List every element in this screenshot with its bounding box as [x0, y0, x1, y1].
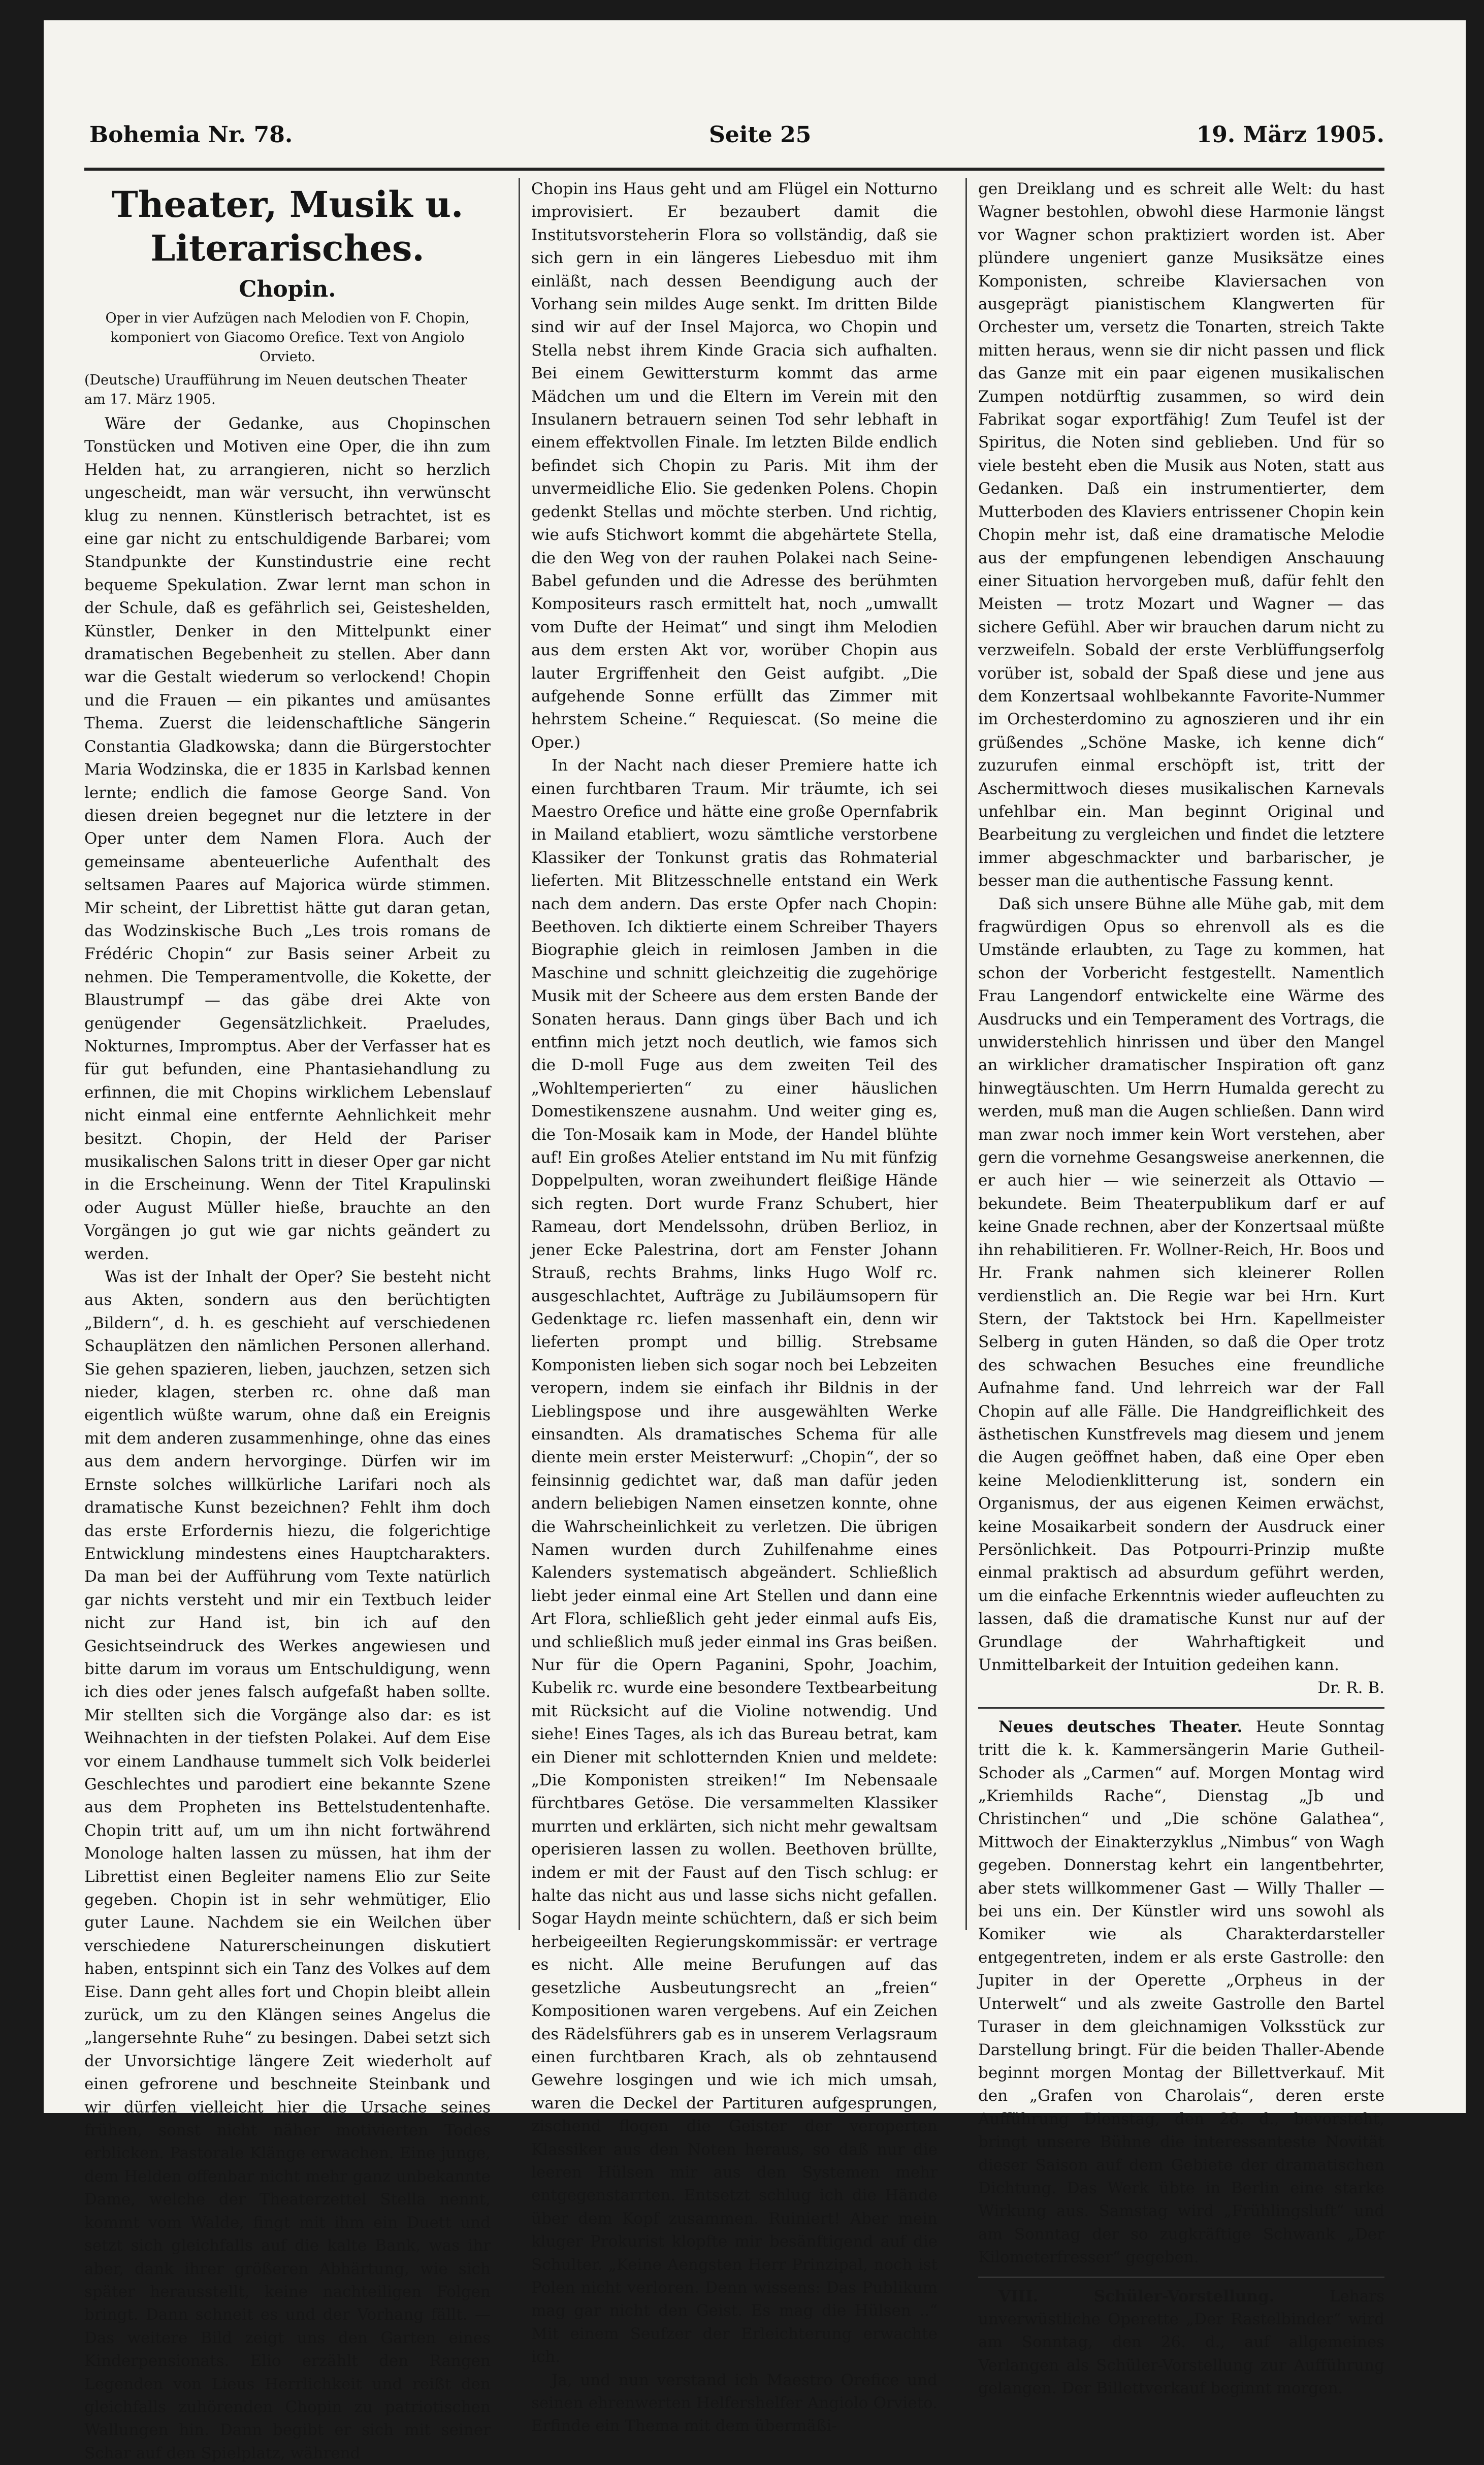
- newspaper-page: [44, 20, 1466, 2462]
- article-paragraph: Chopin ins Haus geht und am Flügel ein Notturno improvisiert. Er bezaubert damit die Institutsvorsteherin Flora so vollständig, daß sie sich gern in ein längeres Liebesduo mit ihm einläßt, nach dessen Beendigung auch der Vorhang sein mildes Auge senkt. Im dritten Bilde sind wir auf der Insel Majorca, wo Chopin und Stella nebst ihrem Kinde Gracia sich aufhalten. Bei einem Gewittersturm kommt das arme Mädchen um und die Eltern im Verein mit den Insulanern betrauern seinen Tod sehr lebhaft in einem effektvollen Finale. Im letzten Bilde endlich befindet sich Chopin zu Paris. Mit ihm der unvermeidliche Elio. Sie gedenken Polens. Chopin gedenkt Stellas und möchte sterben. Und richtig, wie aufs Stichwort kommt die abgehärtete Stella, die den Weg von der rauhen Polakei nach Seine-Babel gefunden und die Adresse des berühmten Kompositeurs rasch ermittelt hat, noch „umwallt vom Dufte der Heimat“ und singt ihm Melodien aus dem ersten Akt vor, worüber Chopin aus lauter Ergriffenheit den Geist aufgibt. „Die aufgehende Sonne erfüllt das Zimmer mit hehrstem Scheine.“ Requiescat. (So meine die Oper.): [531, 180, 938, 752]
- header-publication: Bohemia Nr. 78.: [89, 122, 293, 148]
- notice-school-performance: [978, 2285, 1384, 2400]
- header-rule: [84, 168, 1384, 171]
- column-divider: [519, 178, 520, 1930]
- notice-theater: [978, 1716, 1384, 2269]
- article-credit: Oper in vier Aufzügen nach Melodien von F. Chopin, komponiert von Giacomo Orefice. Text von Angiolo Orvieto.: [105, 310, 470, 365]
- article-paragraph: Ja, und nun verstand ich Maestro Orefice und seinen ehrenwerten Helfershelfer Angiolo Orvieto. Erfinde ein Thema mit dem übermäßi-: [531, 2371, 938, 2436]
- notice-text: Lehars unverwüstliche Operette „Der Rastelbinder“ wird am Sonntag, den 26. d., auf allgemeines Verlangen als Schüler-Vorstellung zur Aufführung gelangen. Der Billettverkauf beginnt morgen.: [978, 2287, 1385, 2398]
- notice-heading: VIII. Schüler-Vorstellung.: [998, 2287, 1275, 2306]
- header-date: 19. März 1905.: [1196, 122, 1384, 148]
- section-divider: [978, 2277, 1384, 2278]
- premiere-note: (Deutsche) Uraufführung im Neuen deutschen Theater am 17. März 1905.: [84, 372, 467, 407]
- article-paragraph: Was ist der Inhalt der Oper? Sie besteht nicht aus Akten, sondern aus den berüchtigten „Bildern“, d. h. es geschieht auf verschiedenen Schauplätzen den nämlichen Personen allerhand. Sie gehen spazieren, lieben, jauchzen, setzen sich nieder, klagen, sterben rc. ohne daß man eigentlich wüßte warum, ohne daß ein Ereignis mit dem anderen zusammenhinge, ohne das eines aus dem andern hervorginge. Dürfen wir im Ernste solches willkürliche Larifari noch als dramatische Kunst bezeichnen? Fehlt ihm doch das erste Erfordernis hiezu, die folgerichtige Entwicklung mindestens eines Hauptcharakters. Da man bei der Aufführung vom Texte natürlich gar nichts versteht und mir ein Textbuch leider nicht zur Hand ist, bin ich auf den Gesichtseindruck des Werkes angewiesen und bitte darum im voraus um Entschuldigung, wenn ich dies oder jenes falsch aufgefaßt haben sollte. Mir stellten sich die Vorgänge also dar: es ist Weihnachten in der tiefsten Polakei. Auf dem Eise vor einem Landhause tummelt sich Volk beiderlei Geschlechtes und parodiert eine bekannte Szene aus dem Propheten ins Bettelstudentenhafte. Chopin tritt auf, um um ihn nicht fortwährend Monologe halten lassen zu müssen, hat ihm der Librettist einen Begleiter namens Elio zur Seite gegeben. Chopin ist in sehr wehmütiger, Elio guter Laune. Nachdem sie ein Weilchen über verschiedene Naturerscheinungen diskutiert haben, entspinnt sich ein Tanz des Volkes auf dem Eise. Dann geht alles fort und Chopin bleibt allein zurück, um zu den Klängen seines Angelus die „langersehnte Ruhe“ zu besingen. Dabei setzt sich der Unvorsichtige längere Zeit wiederholt auf einen gefrorene und beschneite Steinbank und wir dürfen vielleicht hier die Ursache seines frühen, sonst nicht näher motivierten Todes erblicken. Pastorale Klänge erwachen. Eine junge, dem Helden offenbar nicht mehr ganz unbekannte Dame, welche der Theaterzettel Stella nennt, kommt vom Walde, fingt mit ihm ein Duett und setzt sich gleichfalls auf die kalte Bank, was ihr aber, dank ihrer größeren Abhärtung, wie sich später herausstellt, keine nachteiligen Folgen bringt. Dann schneit es und der Vorhang fällt. — Das weitere Bild zeigt uns den Garten eines Kinderpensionats. Elio erzählt den Rangen Legenden von Lieus Herrlichkeit und reißt den gleichfalls zuhörenden Chopin zu patriotischen Wallungen hin. Dann begibt er sich mit seiner Schar auf den Spielplatz, während: [84, 1268, 491, 2462]
- section-title: Theater, Musik u. Literarisches.: [111, 183, 464, 269]
- article-paragraph: Daß sich unsere Bühne alle Mühe gab, mit dem fragwürdigen Opus so ehrenvoll als es die Umstände erlaubten, zu Tage zu kommen, hat schon der Vorbericht festgestellt. Namentlich Frau Langendorf entwickelte eine Wärme des Ausdrucks und ein Temperament des Vortrags, die unwiderstehlich hinrissen und über den Mangel an wirklicher dramatischer Inspiration oft ganz hinwegtäuschten. Um Herrn Humalda gerecht zu werden, muß man die Augen schließen. Dann wird man zwar noch immer kein Wort verstehen, aber gern die vornehme Gesangsweise anerkennen, die er auch hier — wie seinerzeit als Ottavio — bekundete. Beim Theaterpublikum darf er auf keine Gnade rechnen, aber der Konzertsaal müßte ihn rehabilitieren. Fr. Wollner-Reich, Hr. Boos und Hr. Frank nahmen sich kleinerer Rollen verdienstlich an. Die Regie war bei Hrn. Kurt Stern, der Taktstock bei Hrn. Kapellmeister Selberg in guten Händen, so daß die Oper trotz des schwachen Besuches eine freundliche Aufnahme fand. Und lehrreich war der Fall Chopin auf alle Fälle. Die Handgreiflichkeit des ästhetischen Kunstfrevels mag diesem und jenem die Augen geöffnet haben, daß eine Oper eben keine Melodienklitterung ist, sondern ein Organismus, der aus eigenen Keimen erwächst, keine Mosaikarbeit sondern der Ausdruck einer Persönlichkeit. Das Potpourri-Prinzip mußte einmal praktisch ad absurdum geführt werden, um die einfache Erkenntnis wieder aufleuchten zu lassen, daß die dramatische Kunst nur auf der Grundlage der Wahrhaftigkeit und Unmittelbarkeit der Intuition gedeihen kann.: [978, 894, 1384, 1674]
- article-paragraph: Wäre der Gedanke, aus Chopinschen Tonstücken und Motiven eine Oper, die ihn zum Helden hat, zu arrangieren, nicht so herzlich ungescheidt, man wär versucht, ihn verwünscht klug zu nennen. Künstlerisch betrachtet, ist es eine gar nicht zu entschuldigende Barbarei; vom Standpunkte der Kunstindustrie eine recht bequeme Spekulation. Zwar lernt man schon in der Schule, daß es gefährlich sei, Geisteshelden, Künstler, Denker in den Mittelpunkt einer dramatischen Begebenheit zu stellen. Aber dann war die Gestalt wiederum so verlockend! Chopin und die Frauen — ein pikantes und amüsantes Thema. Zuerst die leidenschaftliche Sängerin Constantia Gladkowska; dann die Bürgerstochter Maria Wodzinska, die er 1835 in Karlsbad kennen lernte; endlich die famose George Sand. Von diesen dreien begegnet nur die letztere in der Oper unter dem Namen Flora. Auch der gemeinsame abenteuerliche Aufenthalt des seltsamen Paares auf Majorica würde stimmen. Mir scheint, der Librettist hätte gut daran getan, das Wodzinskische Buch „Les trois romans de Frédéric Chopin“ zur Basis seiner Arbeit zu nehmen. Die Temperamentvolle, die Kokette, der Blaustrumpf — das gäbe drei Akte von genügender Gegensätzlichkeit. Praeludes, Nokturnes, Impromptus. Aber der Verfasser hat es für gut befunden, eine Phantasiehandlung zu erfinnen, die mit Chopins wirklichem Lebenslauf nicht einmal eine entfernte Aehnlichkeit mehr besitzt. Chopin, der Held der Pariser musikalischen Salons tritt in dieser Oper gar nicht in die Erscheinung. Wenn der Titel Krapulinski oder August Müller hieße, brauchte an den Vorgängen jo gut wie gar nichts geändert zu werden.: [84, 414, 491, 1263]
- section-divider: [978, 1707, 1384, 1709]
- article-title: Chopin.: [239, 276, 336, 302]
- notice-heading: Neues deutsches Theater.: [998, 1717, 1243, 1736]
- article-signature: Dr. R. B.: [1317, 1679, 1384, 1698]
- page-header: [89, 122, 1384, 157]
- column-1: [84, 178, 491, 2462]
- column-2: [531, 178, 938, 2436]
- article-paragraph: In der Nacht nach dieser Premiere hatte ich einen furchtbaren Traum. Mir träumte, ich sei Maestro Orefice und hätte eine große Opernfabrik in Mailand etabliert, wozu sämtliche verstorbene Klassiker der Tonkunst gratis das Rohmaterial lieferten. Mit Blitzesschnelle entstand ein Werk nach dem andern. Das erste Opfer nach Chopin: Beethoven. Ich diktierte einem Schreiber Thayers Biographie gleich in reimlosen Jamben in die Maschine und schnitt gleichzeitig die zugehörige Musik mit der Scheere aus dem ersten Bande der Sonaten heraus. Dann gings über Bach und ich entfinn mich jetzt noch deutlich, wie famos sich die D-moll Fuge aus dem zweiten Teil des „Wohltemperierten“ zu einer häuslichen Domestikenszene ausnahm. Und weiter ging es, die Ton-Mosaik kam in Mode, der Handel blühte auf! Ein großes Atelier entstand im Nu mit fünfzig Doppelpulten, woran zweihundert fleißige Hände sich regten. Dort wurde Franz Schubert, hier Rameau, dort Mendelssohn, drüben Berlioz, in jener Ecke Palestrina, dort am Fenster Johann Strauß, rechts Brahms, links Hugo Wolf rc. ausgeschlachtet, Aufträge zu Jubiläumsopern für Gedenktage rc. liefen massenhaft ein, denn wir lieferten prompt und billig. Strebsame Komponisten lieben sich sogar noch bei Lebzeiten veropern, indem sie einfach ihr Bildnis in der Lieblingspose und ihre ausgewählten Werke einsandten. Als dramatisches Schema für alle diente mein erster Meisterwurf: „Chopin“, der so feinsinnig gedichtet war, daß man dafür jeden andern beliebigen Namen einsetzen konnte, ohne die Wahrscheinlichkeit zu verletzen. Die übrigen Namen wurden durch Zuhilfenahme eines Kalenders systematisch abgeändert. Schließlich liebt jeder einmal eine Art Stellen und dann eine Art Flora, schließlich geht jeder einmal aufs Eis, und schließlich muß jeder einmal ins Gras beißen. Nur für die Opern Paganini, Spohr, Joachim, Kubelik rc. wurde eine besondere Textbearbeitung mit Rücksicht auf die Violine notwendig. Und siehe! Eines Tages, als ich das Bureau betrat, kam ein Diener mit schlotternden Knien und meldete: „Die Komponisten streiken!“ Im Nebensaale fürchtbares Getöse. Die versammelten Klassiker murrten und erklärten, sich nicht mehr gewaltsam operisieren lassen zu wollen. Beethoven brüllte, indem er mit der Faust auf den Tisch schlug: er halte das nicht aus und lasse sichs nicht gefallen. Sogar Haydn meinte schüchtern, daß er sich beim herbeigeeilten Regierungskommissär: er vertrage es nicht. Alle meine Berufungen auf das gesetzliche Ausbeutungsrecht an „freien“ Kompositionen waren vergebens. Auf ein Zeichen des Rädelsführers gab es in unserem Verlagsraum einen furchtbaren Krach, als ob zehntausend Gewehre losgingen und wie ich mich umsah, waren die Deckel der Partituren aufgesprungen, zischend flogen die Geister der veroperten Klassiker aus den Noten heraus, so daß nur die leeren Hülsen mir aus den Systemen mehr entgegenstarrten. Entsetzt schlug ich die Hände über dem Kopf zusammen. Ruiniert! Aber mein kluger Prokurist klopfte mir besänftigend auf die Schulter. „Keine Aengsten Herr Prinzipal, noch ist Polen nicht verloren. Denn wissens: Das Publikum mag gar nicht den Geist. Es mag die Hülsen ..“ Mit einem Seufzer der Erleichterung erwachte ich.: [531, 756, 938, 2366]
- header-page-number: Seite 25: [709, 122, 812, 148]
- column-divider: [965, 178, 967, 1930]
- notice-text: Heute Sonntag tritt die k. k. Kammersängerin Marie Gutheil-Schoder als „Carmen“ auf. Morgen Montag wird „Kriemhilds Rache“, Dienstag „Jb und Christinchen“ und „Die schöne Galathea“, Mittwoch der Einakterzyklus „Nimbus“ von Wagh gegeben. Donnerstag kehrt ein langentbehrter, aber stets willkommener Gast — Willy Thaller — bei uns ein. Der Künstler wird uns sowohl als Komiker wie als Charakterdarsteller entgegentreten, indem er als erste Gastrolle: den Jupiter in der Operette „Orpheus in der Unterwelt“ und als zweite Gastrolle den Bartel Turaser in dem gleichnamigen Volksstück zur Darstellung bringt. Für die beiden Thaller-Abende beginnt morgen Montag der Billettverkauf. Mit den „Grafen von Charolais“, deren erste Aufführung Dienstag, den 28. d., bevorsteht, bringt unsere Bühne die interessanteste Novität dieser Saison auf dem Gebiete der dramatischen Dichtung. Das Werk übte in Berlin eine starke Wirkung aus. Samstag wird „Frühlingsluft“ und am Sonntag der so zugkräftige Schwank „Der Kilometerfresser“ gegeben.: [978, 1717, 1384, 2267]
- column-3: [978, 178, 1385, 2398]
- article-paragraph: gen Dreiklang und es schreit alle Welt: du hast Wagner bestohlen, obwohl diese Harmonie längst vor Wagner schon praktiziert worden ist. Aber plündere ungeniert ganze Musiksätze eines Komponisten, schreibe Klaviersachen von ausgeprägt pianistischem Klangwerten für Orchester um, versetz die Tonarten, streich Takte mitten heraus, wenn sie dir nicht passen und flick das Ganze mit ein paar eigenen musikalischen Zumpen notdürftig zusammen, so wird dein Fabrikat sogar exportfähig! Zum Teufel ist der Spiritus, die Noten sind geblieben. Und für so viele besteht eben die Musik aus Noten, statt aus Gedanken. Daß ein instrumentierter, dem Mutterboden des Klaviers entrissener Chopin kein Chopin mehr ist, daß eine dramatische Melodie aus der empfungenen lebendigen Anschauung einer Situation hervorgeben muß, dafür fehlt den Meisten — trotz Mozart und Wagner — das sichere Gefühl. Aber wir brauchen darum nicht zu verzweifeln. Sobald der erste Verblüffungserfolg vorüber ist, sobald der Spaß diese und jene aus dem Konzertsaal wohlbekannte Favorite-Nummer im Orchesterdomino zu agnoszieren und ihr ein grüßendes „Schöne Maske, ich kenne dich“ zuzurufen einmal erschöpft ist, tritt der Aschermittwoch dieses musikalischen Karnevals unfehlbar ein. Man beginnt Original und Bearbeitung zu vergleichen und findet die letztere immer abgeschmackter und barbarischer, je besser man die authentische Fassung kennt.: [978, 180, 1384, 890]
